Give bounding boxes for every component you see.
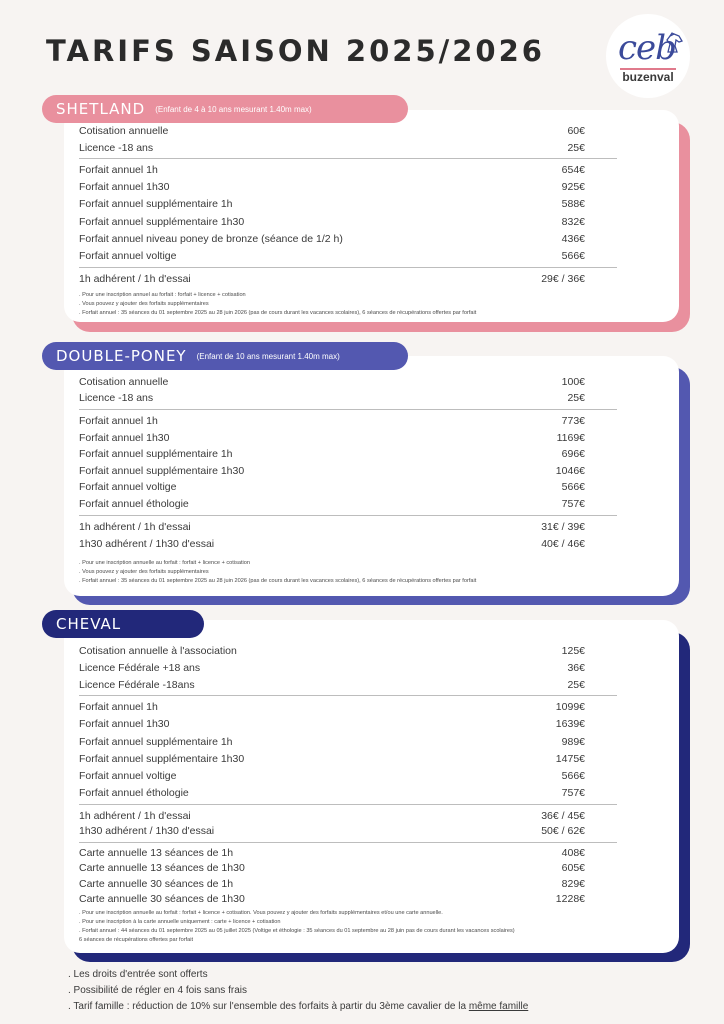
note: 6 séances de récupérations offertes par forfait bbox=[79, 937, 194, 943]
shetland-subtitle: (Enfant de 4 à 10 ans mesurant 1.40m max) bbox=[155, 104, 312, 114]
note: . Forfait annuel : 44 séances du 01 septembre 2025 au 05 juillet 2025 (Voltige et éthologie : 35 séances du 01 septembre au 28 juin pas de cours durant les vacances scolaires) bbox=[79, 928, 515, 934]
note: . Vous pouvez y ajouter des forfaits supplémentaires bbox=[79, 569, 209, 575]
footer-line: . Possibilité de régler en 4 fois sans frais bbox=[68, 985, 247, 996]
divider bbox=[79, 158, 617, 159]
note: . Vous pouvez y ajouter des forfaits supplémentaires bbox=[79, 301, 209, 307]
logo-name: buzenval bbox=[622, 70, 674, 84]
cheval-title: CHEVAL bbox=[56, 615, 122, 633]
double-poney-title: DOUBLE-PONEY bbox=[56, 347, 187, 365]
divider bbox=[79, 804, 617, 805]
footer-text: . Tarif famille : réduction de 10% sur l'ensemble des forfaits à partir du 3ème cavalier de la bbox=[68, 1001, 469, 1012]
divider bbox=[79, 515, 617, 516]
divider bbox=[79, 695, 617, 696]
divider bbox=[79, 842, 617, 843]
divider bbox=[79, 409, 617, 410]
shetland-title: SHETLAND bbox=[56, 100, 146, 118]
footer-line bbox=[68, 1001, 528, 1012]
footer-line: . Les droits d'entrée sont offerts bbox=[68, 969, 208, 980]
note: . Pour une inscription annuel au forfait : forfait + licence + cotisation bbox=[79, 292, 246, 298]
footer-underlined-text: même famille bbox=[468, 1001, 529, 1012]
double-poney-subtitle: (Enfant de 10 ans mesurant 1.40m max) bbox=[196, 351, 340, 361]
logo-text: ceb bbox=[618, 28, 676, 68]
page-title: TARIFS SAISON 2025/2026 bbox=[46, 34, 545, 68]
horse-head-icon bbox=[664, 32, 684, 54]
note: . Pour une inscription à la carte annuelle uniquement : carte + licence + cotisation bbox=[79, 919, 281, 925]
club-logo bbox=[606, 14, 690, 98]
divider bbox=[79, 267, 617, 268]
note: . Pour une inscription annuelle au forfait : forfait + licence + cotisation. Vous pouvez y ajouter des forfaits supplémentaires et/ou une carte annuelle. bbox=[79, 910, 443, 916]
note: . Forfait annuel : 35 séances du 01 septembre 2025 au 28 juin 2026 (pas de cours durant les vacances scolaires), 6 séances de récupérations offertes par forfait bbox=[79, 578, 477, 584]
cheval-header bbox=[42, 610, 204, 638]
note: . Forfait annuel : 35 séances du 01 septembre 2025 au 28 juin 2026 (pas de cours durant les vacances scolaires), 6 séances de récupérations offertes par forfait bbox=[79, 310, 477, 316]
double-poney-header bbox=[42, 342, 408, 370]
note: . Pour une inscription annuelle au forfait : forfait + licence + cotisation bbox=[79, 560, 251, 566]
shetland-header bbox=[42, 95, 408, 123]
